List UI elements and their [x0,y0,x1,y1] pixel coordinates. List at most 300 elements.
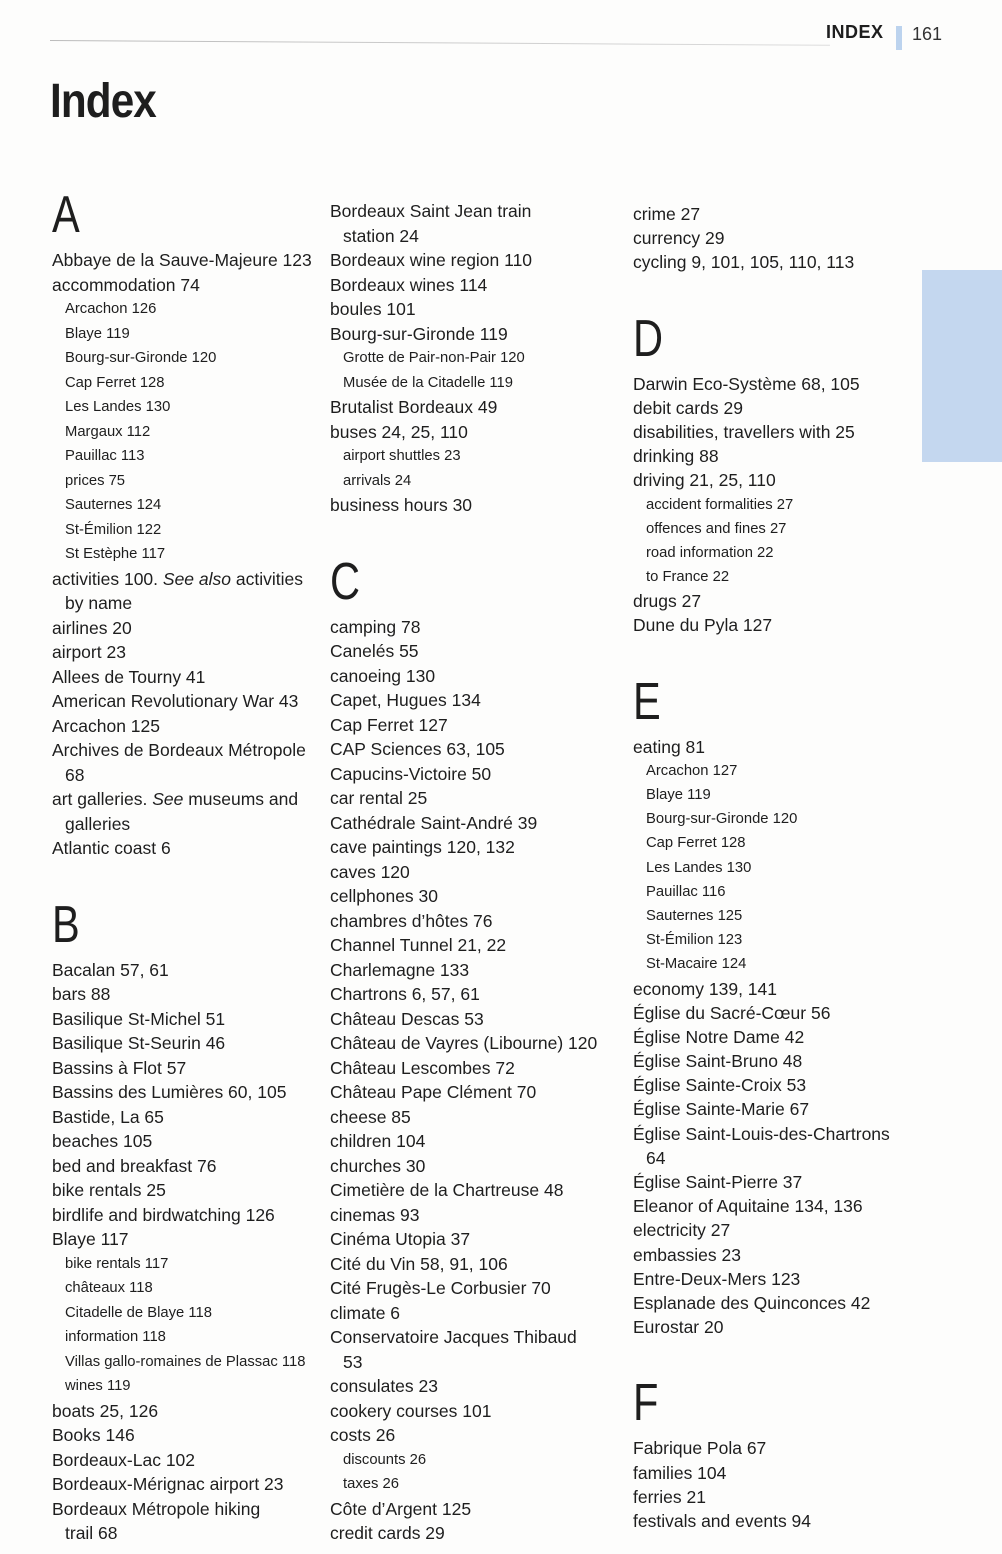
index-subentry [633,880,890,904]
entry-text: Château Pape Clément 70 [330,1082,537,1102]
entry-text: Musée de la Citadelle 119 [343,374,513,391]
running-head: INDEX [826,22,884,42]
index-entry [330,273,597,298]
entry-text: to France 22 [646,569,730,586]
index-subentry [52,469,312,494]
entry-text: debit cards 29 [633,397,743,418]
entry-text: cinemas 93 [330,1204,420,1225]
index-subentry [633,952,890,976]
entry-text: car rental 25 [330,788,428,808]
index-subentry [52,1325,312,1350]
index-entry [633,1243,890,1267]
index-entry [330,1007,597,1032]
index-entry [633,1218,890,1242]
section-letter [633,1339,890,1436]
index-entry [330,688,597,713]
index-entry [52,1007,312,1032]
section-letter-text: A [52,186,80,244]
entry-text: business hours 30 [330,495,473,515]
entry-text: birdlife and birdwatching 126 [52,1204,275,1225]
entry-text: credit cards 29 [330,1523,445,1543]
index-entry [52,640,312,665]
entry-text: Blaye 117 [52,1229,129,1249]
entry-text: 68 [65,764,85,785]
index-entry-continuation [52,812,312,837]
index-entry [633,977,890,1001]
index-subentry [330,1448,597,1473]
index-entry [330,786,597,811]
index-entry [330,1056,597,1081]
entry-text: Bassins à Flot 57 [52,1057,187,1078]
entry-text: churches 30 [330,1155,426,1176]
entry-text: festivals and events 94 [633,1510,812,1531]
entry-text: Entre-Deux-Mers 123 [633,1268,801,1289]
index-entry [52,1154,312,1179]
entry-text: drugs 27 [633,591,702,612]
index-entry [633,1485,890,1509]
entry-text: Villas gallo-romaines de Plassac 118 [65,1353,306,1370]
entry-text: economy 139, 141 [633,978,777,999]
entry-text: accident formalities 27 [646,496,794,513]
entry-text: Bordeaux wines 114 [330,274,488,295]
index-subentry [330,469,597,494]
index-entry [52,1203,312,1228]
index-entry [330,1276,597,1301]
entry-text: galleries [65,813,131,834]
page-number: 161 [912,24,943,44]
index-entry [52,1448,312,1473]
index-entry [633,1122,890,1146]
index-entry [330,1423,597,1448]
index-entry [52,1399,312,1424]
entry-text: boats 25, 126 [52,1400,159,1421]
section-letter-text: C [330,552,361,611]
index-entry [633,226,890,250]
index-entry [330,1521,597,1546]
entry-text: embassies 23 [633,1244,741,1265]
index-entry [330,884,597,909]
entry-text: discounts 26 [343,1451,427,1468]
entry-text: trail 68 [65,1523,118,1543]
index-subentry [52,395,312,420]
index-subentry [330,346,597,371]
entry-text: cycling 9, 101, 105, 110, 113 [633,252,855,273]
entry-text: Bordeaux wine region 110 [330,250,533,270]
section-letter [633,638,890,735]
entry-text: Bordeaux-Lac 102 [52,1449,196,1470]
index-entry [52,1497,312,1522]
index-entry [52,958,312,983]
entry-text: Arcachon 126 [65,301,157,317]
section-letter-text: D [633,309,664,368]
entry-text: Eurostar 20 [633,1317,724,1338]
index-entry [330,958,597,983]
entry-text: Cité du Vin 58, 91, 106 [330,1253,508,1274]
index-entry-continuation [52,591,312,616]
index-subentry [52,1350,312,1375]
index-entry [52,836,312,861]
entry-text: bike rentals 25 [52,1180,166,1200]
entry-text: bed and breakfast 76 [52,1155,217,1176]
entry-text: Brutalist Bordeaux 49 [330,397,498,417]
index-entry-continuation [52,1521,312,1546]
entry-text: Cap Ferret 128 [65,374,165,391]
entry-text: airport shuttles 23 [343,448,461,464]
index-entry [52,982,312,1007]
entry-text: by name [65,593,133,613]
entry-text: airport 23 [52,642,126,662]
index-entry [633,735,890,759]
index-entry [330,1178,597,1203]
entry-text: Fabrique Pola 67 [633,1438,767,1459]
entry-text: Arcachon 127 [646,762,738,779]
index-entry [330,664,597,689]
entry-text: ferries 21 [633,1486,706,1507]
index-subentry [633,565,890,589]
entry-text: caves 120 [330,861,410,882]
index-subentry [633,759,890,783]
index-subentry [52,1252,312,1277]
index-subentry [52,444,312,469]
index-subentry [633,783,890,807]
entry-text: Citadelle de Blaye 118 [65,1304,212,1321]
index-entry [52,787,312,812]
index-entry [52,714,312,739]
entry-text: St-Émilion 122 [65,521,162,538]
index-entry [330,1325,597,1350]
entry-text: cheese 85 [330,1106,411,1127]
index-entry [633,1073,890,1097]
index-entry [52,248,312,273]
index-entry [52,1080,312,1105]
index-entry [330,493,597,518]
entry-text: Pauillac 116 [646,883,726,900]
index-subentry [52,1374,312,1399]
index-entry [633,202,890,226]
index-subentry [52,346,312,371]
entry-text: Bordeaux-Mérignac airport 23 [52,1474,284,1494]
entry-text: Blaye 119 [646,787,711,803]
index-entry [330,811,597,836]
index-entry [330,835,597,860]
index-entry [633,1170,890,1194]
section-letter-text: E [633,672,661,731]
entry-text: bike rentals 117 [65,1255,169,1272]
entry-text: camping 78 [330,616,421,637]
entry-text: electricity 27 [633,1220,731,1241]
index-entry [633,1436,890,1460]
entry-text: Bourg-sur-Gironde 119 [330,323,508,344]
index-entry-continuation [330,224,597,249]
entry-text: cellphones 30 [330,886,438,906]
entry-text: Église Sainte-Croix 53 [633,1075,807,1096]
index-entry [330,297,597,322]
entry-text: consulates 23 [330,1376,438,1396]
index-entry [52,1178,312,1203]
entry-text: Chartrons 6, 57, 61 [330,984,480,1004]
entry-text: arrivals 24 [343,472,412,489]
section-letter-text: F [633,1374,659,1433]
index-entry [52,1472,312,1497]
index-entry [330,737,597,762]
entry-text: accommodation 74 [52,274,200,295]
entry-text: canoeing 130 [330,665,436,686]
section-letter [633,275,890,372]
entry-text: cave paintings 120, 132 [330,837,515,857]
index-entry [52,273,312,298]
entry-text: airlines 20 [52,617,132,638]
index-entry [330,1399,597,1424]
entry-text: Grotte de Pair-non-Pair 120 [343,350,525,366]
section-letter-text: B [52,895,80,954]
entry-text: Abbaye de la Sauve-Majeure 123 [52,250,312,270]
index-entry [330,420,597,445]
index-entry [330,1252,597,1277]
index-subentry [52,518,312,543]
index-subentry [633,517,890,541]
entry-text: Église Saint-Louis-des-Chartrons [633,1123,890,1144]
entry-text: cookery courses 101 [330,1400,492,1421]
index-entry [52,567,312,592]
index-entry [330,909,597,934]
index-subentry [52,1276,312,1301]
index-entry [52,616,312,641]
entry-text: activities 100. [52,568,163,589]
entry-text: Canelés 55 [330,641,419,661]
entry-text: crime 27 [633,204,701,224]
index-entry-continuation [52,763,312,788]
index-entry [633,372,890,396]
index-entry [633,1291,890,1315]
entry-text: Archives de Bordeaux Métropole [52,740,306,760]
entry-text: art galleries. [52,789,153,809]
section-letter [52,151,312,248]
entry-text: buses 24, 25, 110 [330,421,468,442]
entry-text: 53 [343,1351,363,1372]
index-entry [330,639,597,664]
entry-text: climate 6 [330,1302,401,1323]
entry-text: Église Notre Dame 42 [633,1026,805,1047]
index-subentry [633,831,890,855]
entry-text: Sauternes 125 [646,907,743,924]
entry-text: currency 29 [633,228,725,249]
index-entry [330,1497,597,1522]
index-entry [633,613,890,637]
entry-text: Pauillac 113 [65,448,145,464]
index-entry [330,1374,597,1399]
index-subentry [633,541,890,565]
index-subentry [633,856,890,880]
index-entry [633,1509,890,1533]
entry-text: Église Saint-Pierre 37 [633,1172,803,1192]
entry-text: St-Émilion 123 [646,932,743,949]
index-entry [633,1025,890,1049]
index-subentry [52,322,312,347]
running-head-separator [896,26,902,50]
entry-text: museums and [183,789,299,809]
index-entry [330,713,597,738]
index-entry [330,1227,597,1252]
entry-text: offences and fines 27 [646,520,787,537]
index-entry [330,248,597,273]
entry-text: drinking 88 [633,446,719,467]
entry-text: Église du Sacré-Cœur 56 [633,1002,831,1023]
index-entry [330,860,597,885]
entry-text: Channel Tunnel 21, 22 [330,935,507,955]
entry-text: bars 88 [52,984,111,1004]
entry-text: activities [231,568,303,589]
entry-text: station 24 [343,225,419,246]
entry-text: Darwin Eco-Système 68, 105 [633,373,860,394]
index-entry [52,1129,312,1154]
entry-text: eating 81 [633,736,706,757]
index-entry [633,420,890,444]
entry-text: Cinéma Utopia 37 [330,1229,471,1249]
entry-text: Église Sainte-Marie 67 [633,1099,810,1120]
index-entry [52,738,312,763]
entry-text: Basilique St-Michel 51 [52,1008,226,1029]
index-entry [330,322,597,347]
entry-text: costs 26 [330,1425,396,1445]
index-entry [330,1105,597,1130]
index-subentry [52,297,312,322]
index-entry [330,1301,597,1326]
entry-text: 64 [646,1147,666,1168]
index-thumb-tab [922,270,1002,462]
index-entry [330,982,597,1007]
index-subentry [52,542,312,567]
entry-text: Cathédrale Saint-André 39 [330,812,538,833]
entry-text: Château Descas 53 [330,1008,484,1029]
index-entry [330,1080,597,1105]
entry-text: CAP Sciences 63, 105 [330,739,505,759]
entry-text: Basilique St-Seurin 46 [52,1033,226,1053]
entry-text: Bourg-sur-Gironde 120 [646,811,798,828]
index-subentry [330,371,597,396]
entry-text: Margaux 112 [65,423,151,440]
entry-text: wines 119 [65,1378,131,1394]
entry-text: chambres d’hôtes 76 [330,910,493,931]
entry-text: Blaye 119 [65,325,130,342]
index-subentry [52,1301,312,1326]
entry-text: Allees de Tourny 41 [52,666,206,687]
entry-text: Bastide, La 65 [52,1106,164,1127]
entry-text: Capucins-Victoire 50 [330,763,492,784]
entry-text: Cité Frugès-Le Corbusier 70 [330,1278,551,1298]
index-entry [330,933,597,958]
index-subentry [633,493,890,517]
index-entry [633,1315,890,1339]
index-entry [633,1461,890,1485]
index-column-1 [52,151,312,1546]
entry-text: children 104 [330,1131,426,1151]
entry-text: Bourg-sur-Gironde 120 [65,350,217,366]
entry-text: châteaux 118 [65,1280,153,1296]
index-entry [633,444,890,468]
index-entry [52,1105,312,1130]
index-entry [633,1049,890,1073]
entry-text: Sauternes 124 [65,497,162,513]
index-entry [52,689,312,714]
header-rule [50,40,830,46]
index-entry [330,1129,597,1154]
index-entry [52,665,312,690]
entry-text: taxes 26 [343,1476,399,1492]
index-entry [633,250,890,274]
entry-text: Château Lescombes 72 [330,1057,515,1078]
section-letter [330,518,597,615]
index-subentry [633,928,890,952]
index-entry [633,1097,890,1121]
entry-text: Capet, Hugues 134 [330,690,481,710]
index-subentry [330,1472,597,1497]
entry-text: disabilities, travellers with 25 [633,421,855,442]
entry-text: St Estèphe 117 [65,546,166,562]
entry-text: driving 21, 25, 110 [633,470,776,491]
index-entry [52,1227,312,1252]
entry-text: Dune du Pyla 127 [633,615,773,636]
index-entry [330,199,597,224]
entry-text: Cap Ferret 127 [330,714,448,735]
entry-text: Bordeaux Saint Jean train [330,201,532,221]
page-title: Index [50,75,156,128]
index-entry [52,1423,312,1448]
entry-text: Bassins des Lumières 60, 105 [52,1082,287,1102]
index-entry [330,1154,597,1179]
entry-text: boules 101 [330,299,416,319]
index-entry [633,589,890,613]
entry-text: Bacalan 57, 61 [52,959,169,980]
cross-reference: See [152,789,184,809]
index-subentry [633,807,890,831]
entry-text: American Revolutionary War 43 [52,691,299,711]
index-subentry [330,444,597,469]
entry-text: Eleanor of Aquitaine 134, 136 [633,1196,863,1217]
index-entry-continuation [330,1350,597,1375]
entry-text: Atlantic coast 6 [52,838,171,858]
index-entry [52,1056,312,1081]
entry-text: Arcachon 125 [52,715,160,736]
entry-text: Books 146 [52,1425,135,1445]
entry-text: Cimetière de la Chartreuse 48 [330,1180,564,1200]
entry-text: Esplanade des Quinconces 42 [633,1292,871,1313]
index-entry [330,762,597,787]
entry-text: Les Landes 130 [65,399,171,415]
entry-text: Charlemagne 133 [330,959,470,980]
entry-text: road information 22 [646,544,774,561]
entry-text: Conservatoire Jacques Thibaud [330,1327,577,1347]
index-entry [330,395,597,420]
section-letter [52,861,312,958]
index-column-2 [330,199,597,1546]
index-entry-continuation [633,1146,890,1170]
index-entry [633,396,890,420]
index-entry [330,1031,597,1056]
entry-text: Bordeaux Métropole hiking [52,1498,261,1519]
index-subentry [633,904,890,928]
entry-text: St-Macaire 124 [646,956,747,973]
entry-text: information 118 [65,1329,166,1345]
entry-text: Château de Vayres (Libourne) 120 [330,1033,598,1053]
index-entry [633,468,890,492]
index-entry [330,615,597,640]
index-entry [633,1001,890,1025]
entry-text: Les Landes 130 [646,859,752,876]
index-entry [52,1031,312,1056]
cross-reference: See also [162,568,231,589]
entry-text: Côte d’Argent 125 [330,1498,472,1519]
index-column-3 [633,202,890,1533]
